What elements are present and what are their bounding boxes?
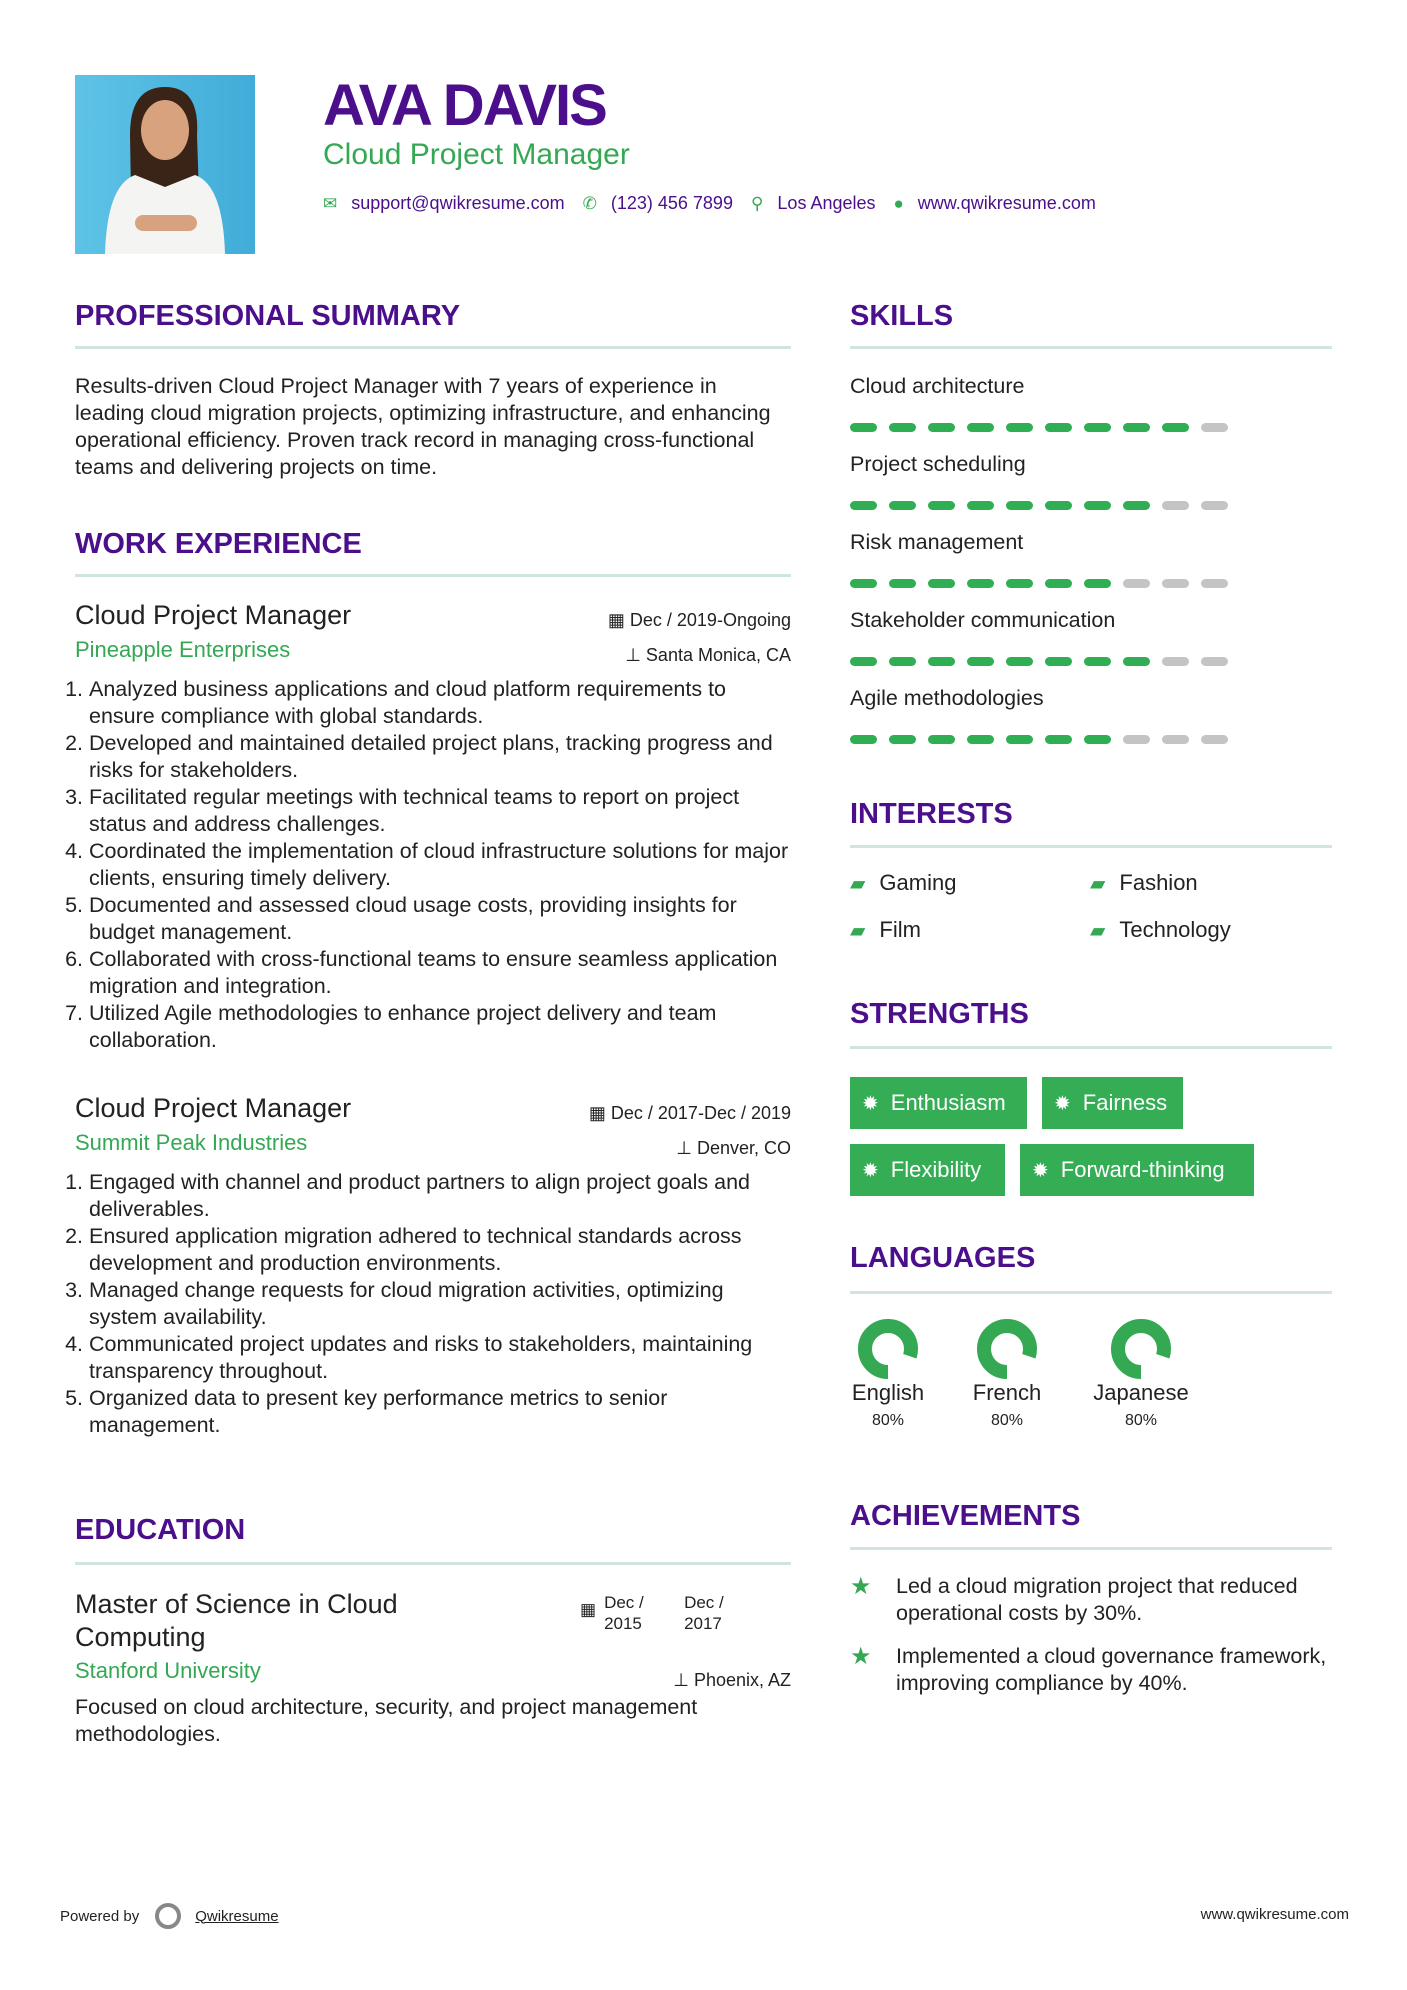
- rating-dash: [1123, 735, 1150, 744]
- education-heading: EDUCATION: [75, 1514, 246, 1546]
- rating-dash: [1006, 423, 1033, 432]
- rating-dash: [1162, 501, 1189, 510]
- achievement-item: [850, 1643, 1340, 1697]
- pin-icon: ⊥: [673, 1670, 694, 1690]
- strength-chip: [850, 1077, 1027, 1129]
- divider: [75, 346, 791, 349]
- rating-dash: [1045, 735, 1072, 744]
- candidate-name: AVA DAVIS: [323, 73, 606, 138]
- interest-item: [1090, 870, 1198, 896]
- rating-dash: [1006, 579, 1033, 588]
- contact-location: Los Angeles: [777, 193, 876, 213]
- skills-heading: SKILLS: [850, 300, 954, 332]
- job-entry: [75, 600, 791, 1054]
- rating-dash: [967, 657, 994, 666]
- rating-dash: [1201, 501, 1228, 510]
- language-name: Japanese: [1093, 1380, 1189, 1405]
- strength-label: Forward-thinking: [1060, 1157, 1225, 1182]
- interest-label: Fashion: [1119, 870, 1198, 895]
- list-item: 3. Managed change requests for cloud migration activities, optimizing system availability.: [89, 1277, 791, 1331]
- rating-dash: [967, 579, 994, 588]
- calendar-icon: ▦: [580, 1600, 597, 1619]
- rating-dash: [1084, 735, 1111, 744]
- interest-item: [850, 917, 921, 943]
- badge-icon: ✹: [1054, 1092, 1071, 1115]
- achievement-text: Led a cloud migration project that reduced operational costs by 30%.: [896, 1574, 1298, 1625]
- school-name: Stanford University: [75, 1658, 261, 1683]
- skill-rating: [850, 735, 1332, 744]
- skill-item: [850, 608, 1332, 686]
- skill-label: Cloud architecture: [850, 374, 1025, 398]
- phone-icon: ✆: [582, 193, 597, 213]
- rating-dash: [1162, 579, 1189, 588]
- rating-dash: [1045, 657, 1072, 666]
- rating-dash: [1201, 423, 1228, 432]
- rating-dash: [1201, 657, 1228, 666]
- interest-item: [1090, 917, 1231, 943]
- skill-label: Stakeholder communication: [850, 608, 1116, 632]
- experience-heading: WORK EXPERIENCE: [75, 528, 362, 560]
- rating-dash: [1123, 579, 1150, 588]
- skills-list: [850, 374, 1332, 764]
- education-end: Dec / 2017: [684, 1593, 724, 1633]
- divider: [850, 1547, 1332, 1550]
- company-name: Summit Peak Industries: [75, 1130, 308, 1155]
- star-icon: ★: [850, 1643, 872, 1670]
- globe-icon: ●: [893, 193, 904, 213]
- job-title: Cloud Project Manager: [75, 600, 352, 630]
- skill-item: [850, 686, 1332, 764]
- strength-chip: [1042, 1077, 1183, 1129]
- achievement-item: [850, 1573, 1340, 1627]
- language-progress-ring: [857, 1318, 919, 1380]
- list-item: 5. Documented and assessed cloud usage costs, providing insights for budget management.: [89, 892, 791, 946]
- contact-website[interactable]: www.qwikresume.com: [917, 193, 1096, 213]
- book-icon: ▰: [1090, 872, 1106, 895]
- rating-dash: [928, 579, 955, 588]
- interest-label: Film: [879, 917, 921, 942]
- rating-dash: [850, 657, 877, 666]
- calendar-icon: ▦: [588, 1103, 611, 1123]
- education-start: Dec / 2015: [604, 1593, 644, 1633]
- strength-chip: [1020, 1144, 1254, 1196]
- skill-item: [850, 452, 1332, 530]
- rating-dash: [850, 579, 877, 588]
- divider: [850, 346, 1332, 349]
- degree-title: Master of Science in Cloud Computing: [75, 1589, 398, 1652]
- language-item: [833, 1318, 943, 1430]
- rating-dash: [850, 423, 877, 432]
- rating-dash: [1162, 735, 1189, 744]
- strength-label: Fairness: [1082, 1090, 1168, 1115]
- candidate-title: Cloud Project Manager: [323, 138, 630, 171]
- rating-dash: [1084, 501, 1111, 510]
- rating-dash: [1045, 423, 1072, 432]
- job-location: Denver, CO: [696, 1138, 791, 1158]
- footer-powered: [60, 1903, 279, 1929]
- summary-text: Results-driven Cloud Project Manager with 7 years of experience in leading cloud migration projects, optimizing infrastructure, and enhancing operational efficiency. Proven track record in managing cross-functional teams and delivering projects on time.: [75, 374, 771, 479]
- profile-photo: [75, 75, 255, 254]
- rating-dash: [1084, 423, 1111, 432]
- list-item: 5. Organized data to present key performance metrics to senior management.: [89, 1385, 791, 1439]
- list-item: 1. Engaged with channel and product partners to align project goals and deliverables.: [89, 1169, 791, 1223]
- languages-heading: LANGUAGES: [850, 1242, 1036, 1274]
- achievements-heading: ACHIEVEMENTS: [850, 1500, 1081, 1532]
- rating-dash: [1162, 423, 1189, 432]
- job-entry: [75, 1093, 791, 1439]
- list-item: 3. Facilitated regular meetings with technical teams to report on project status and address challenges.: [89, 784, 791, 838]
- rating-dash: [928, 501, 955, 510]
- strength-label: Flexibility: [890, 1157, 982, 1182]
- envelope-icon: ✉: [323, 193, 338, 213]
- education-dates: [580, 1592, 754, 1634]
- job-title: Cloud Project Manager: [75, 1093, 352, 1123]
- interest-item: [850, 870, 956, 896]
- rating-dash: [889, 579, 916, 588]
- rating-dash: [967, 735, 994, 744]
- language-progress-ring: [1110, 1318, 1172, 1380]
- job-date: Dec / 2019-Ongoing: [629, 610, 791, 630]
- list-item: 2. Developed and maintained detailed project plans, tracking progress and risks for stakeholders.: [89, 730, 791, 784]
- language-item: [1086, 1318, 1196, 1430]
- rating-dash: [1123, 423, 1150, 432]
- rating-dash: [889, 501, 916, 510]
- divider: [850, 1291, 1332, 1294]
- divider: [75, 574, 791, 577]
- list-item: 6. Collaborated with cross-functional teams to ensure seamless application migration and integration.: [89, 946, 791, 1000]
- list-item: 1. Analyzed business applications and cloud platform requirements to ensure compliance with global standards.: [89, 676, 791, 730]
- badge-icon: ✹: [862, 1092, 879, 1115]
- strength-label: Enthusiasm: [890, 1090, 1006, 1115]
- interests-heading: INTERESTS: [850, 798, 1013, 830]
- language-percent: 80%: [871, 1412, 905, 1429]
- skill-rating: [850, 501, 1332, 510]
- rating-dash: [889, 423, 916, 432]
- summary-heading: PROFESSIONAL SUMMARY: [75, 300, 461, 332]
- job-location: Santa Monica, CA: [645, 645, 791, 665]
- rating-dash: [850, 501, 877, 510]
- rating-dash: [928, 423, 955, 432]
- skill-label: Risk management: [850, 530, 1024, 554]
- badge-icon: ✹: [862, 1159, 879, 1182]
- skill-item: [850, 374, 1332, 452]
- qwikresume-logo-icon: [155, 1903, 181, 1929]
- company-name: Pineapple Enterprises: [75, 637, 291, 662]
- skill-label: Project scheduling: [850, 452, 1026, 476]
- education-location: Phoenix, AZ: [693, 1670, 791, 1690]
- calendar-icon: ▦: [607, 610, 630, 630]
- list-item: 4. Coordinated the implementation of cloud infrastructure solutions for major clients, ensuring timely delivery.: [89, 838, 791, 892]
- skill-rating: [850, 579, 1332, 588]
- rating-dash: [1006, 657, 1033, 666]
- brand-link[interactable]: Qwikresume: [195, 1907, 279, 1925]
- footer-website[interactable]: www.qwikresume.com: [1200, 1906, 1349, 1923]
- rating-dash: [967, 423, 994, 432]
- contact-email[interactable]: support@qwikresume.com: [351, 193, 565, 213]
- contact-phone[interactable]: (123) 456 7899: [610, 193, 733, 213]
- language-percent: 80%: [1124, 1412, 1158, 1429]
- language-progress-ring: [976, 1318, 1038, 1380]
- badge-icon: ✹: [1032, 1159, 1049, 1182]
- rating-dash: [889, 735, 916, 744]
- divider: [75, 1562, 791, 1565]
- job-bullets: [71, 676, 791, 1054]
- rating-dash: [928, 657, 955, 666]
- rating-dash: [1123, 501, 1150, 510]
- book-icon: ▰: [850, 872, 866, 895]
- list-item: 7. Utilized Agile methodologies to enhance project delivery and team collaboration.: [89, 1000, 791, 1054]
- rating-dash: [1006, 735, 1033, 744]
- rating-dash: [967, 501, 994, 510]
- rating-dash: [850, 735, 877, 744]
- powered-by-label: Powered by: [60, 1907, 140, 1925]
- list-item: 4. Communicated project updates and risks to stakeholders, maintaining transparency throughout.: [89, 1331, 791, 1385]
- pin-icon: ⊥: [676, 1138, 697, 1158]
- education-entry: [75, 1588, 791, 1748]
- interest-label: Technology: [1119, 917, 1231, 942]
- rating-dash: [1123, 657, 1150, 666]
- language-name: French: [972, 1380, 1042, 1405]
- rating-dash: [1162, 657, 1189, 666]
- divider: [850, 1046, 1332, 1049]
- rating-dash: [1084, 579, 1111, 588]
- rating-dash: [928, 735, 955, 744]
- rating-dash: [1084, 657, 1111, 666]
- pin-icon: ⊥: [625, 645, 646, 665]
- education-description: Focused on cloud architecture, security, and project management methodologies.: [75, 1695, 698, 1746]
- interest-label: Gaming: [879, 870, 957, 895]
- rating-dash: [1006, 501, 1033, 510]
- star-icon: ★: [850, 1573, 872, 1600]
- rating-dash: [1201, 735, 1228, 744]
- rating-dash: [889, 657, 916, 666]
- strength-chip: [850, 1144, 1005, 1196]
- job-bullets: [71, 1169, 791, 1439]
- skill-item: [850, 530, 1332, 608]
- contact-bar: [323, 193, 1114, 214]
- skill-rating: [850, 657, 1332, 666]
- rating-dash: [1045, 501, 1072, 510]
- language-item: [952, 1318, 1062, 1430]
- language-name: English: [851, 1380, 925, 1405]
- strengths-heading: STRENGTHS: [850, 998, 1029, 1030]
- list-item: 2. Ensured application migration adhered to technical standards across development and production environments.: [89, 1223, 791, 1277]
- map-marker-icon: ⚲: [750, 193, 764, 213]
- skill-label: Agile methodologies: [850, 686, 1044, 710]
- job-date: Dec / 2017-Dec / 2019: [610, 1103, 791, 1123]
- book-icon: ▰: [1090, 919, 1106, 942]
- skill-rating: [850, 423, 1332, 432]
- achievement-text: Implemented a cloud governance framework, improving compliance by 40%.: [896, 1644, 1327, 1695]
- rating-dash: [1045, 579, 1072, 588]
- language-percent: 80%: [990, 1412, 1024, 1429]
- rating-dash: [1201, 579, 1228, 588]
- book-icon: ▰: [850, 919, 866, 942]
- divider: [850, 845, 1332, 848]
